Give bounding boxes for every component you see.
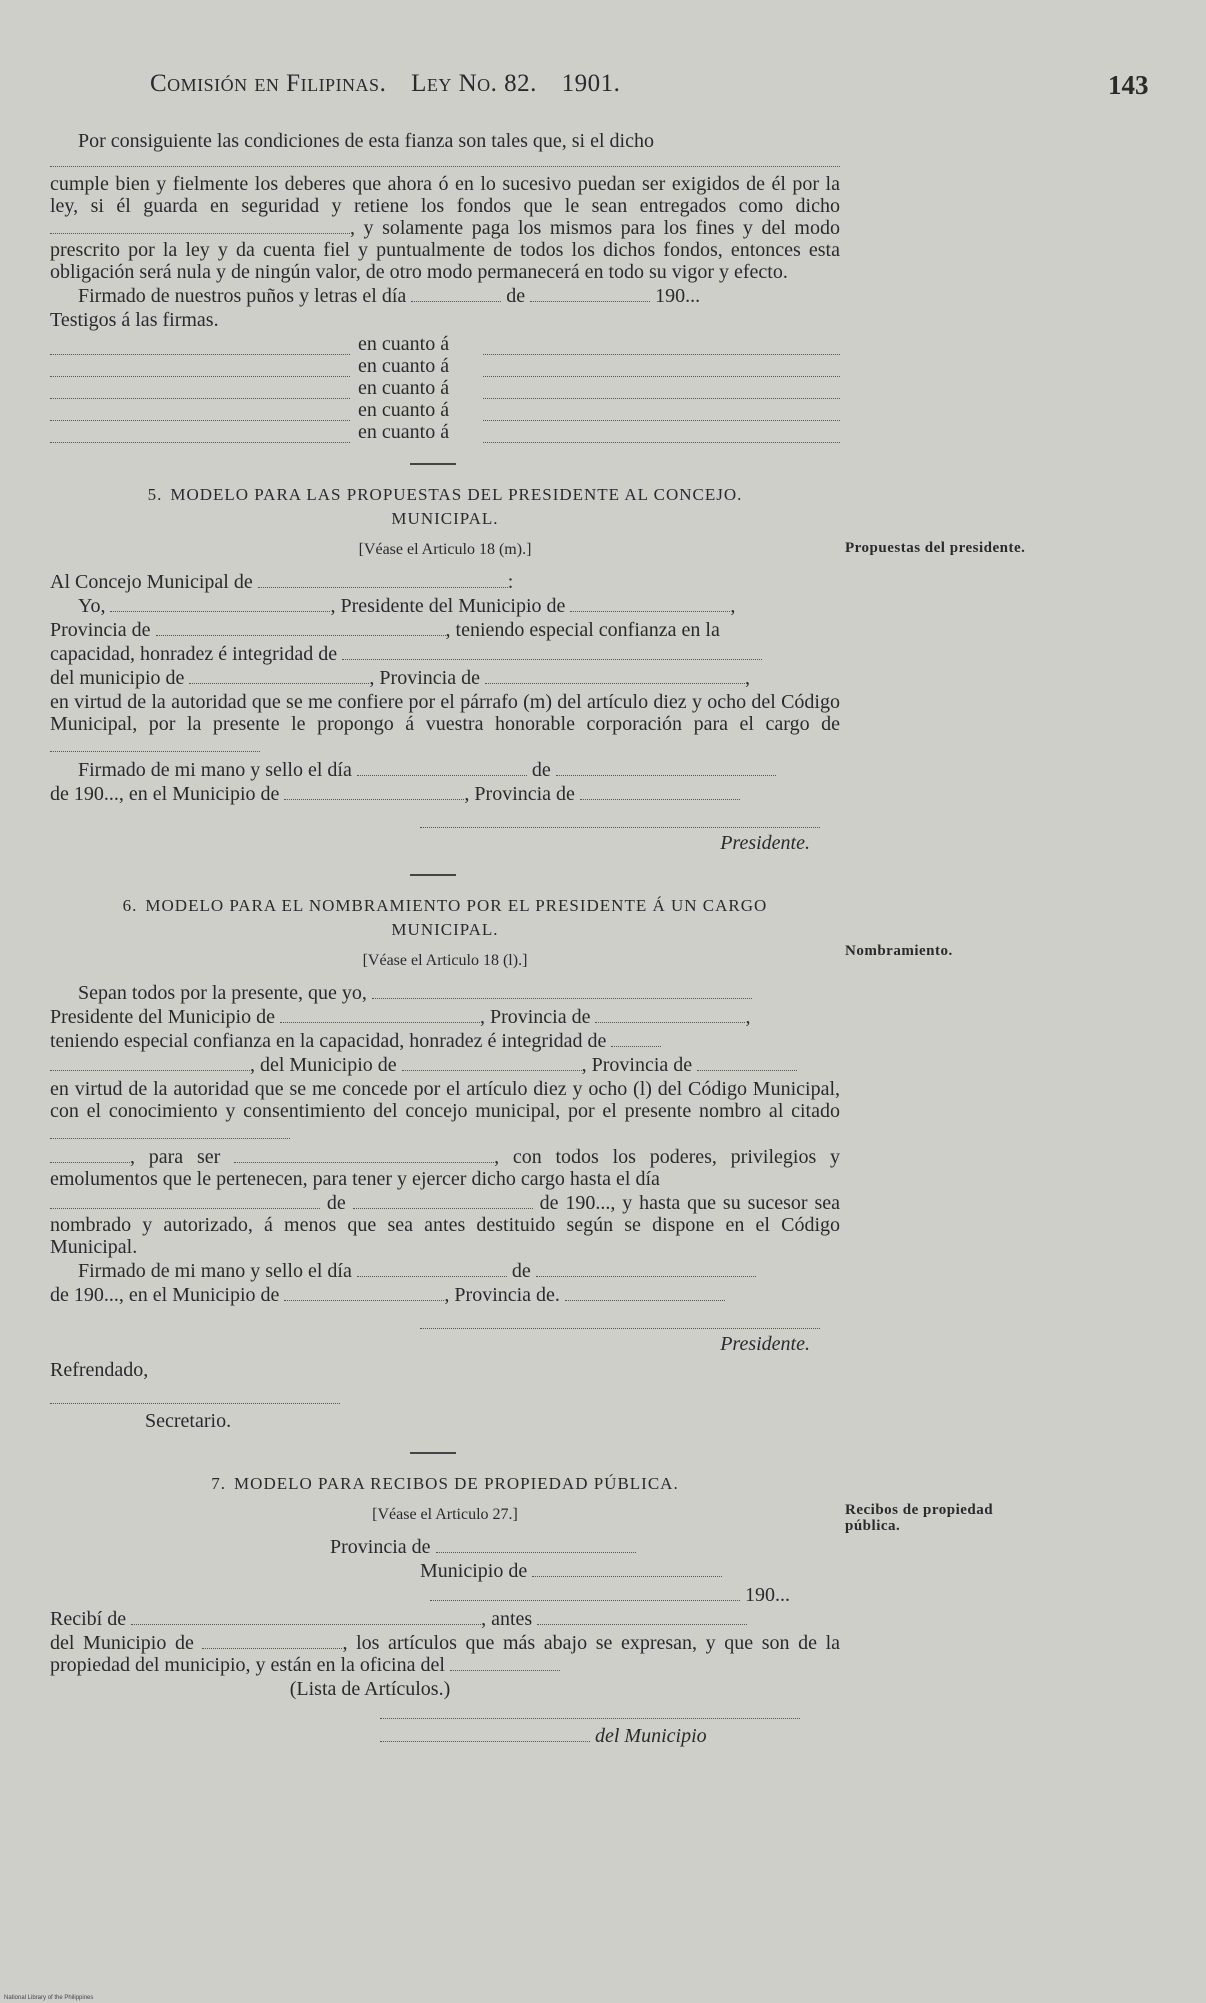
signature-line [420,1314,820,1329]
blank-line [50,737,260,752]
blank-line [131,1610,481,1625]
blank-line [402,1056,582,1071]
margin-note-nombramiento: Nombramiento. [845,943,953,959]
footer-credit: National Library of the Philippines [4,1995,94,2001]
section-6-signature: Presidente. [720,1333,810,1355]
blank-line [156,621,446,636]
witness-row: en cuanto á [50,333,840,355]
blank-line [202,1634,342,1649]
blank-line [697,1056,797,1071]
blank-line [537,1610,747,1625]
section-6: 6. MODELO PARA EL NOMBRAMIENTO POR EL PRESIDENTE Á UN CARGO MUNICIPAL. [Véase el Articulo 18 (l).] Sepan todos por la presente, que yo, Presidente del Municipio de , Provincia de , teniendo especial confianza en la capacidad, honradez é integridad de , del Municipio de , Provincia de en virtud de la autoridad que se me concede por el artículo diez y ocho (l) del Código Municipal, con el conocimiento y consentimiento del concejo municipal, por el presente nombro al citado , para ser , con todos los poderes, privilegios y emolumentos que le pertenecen, para tener y ejercer dicho cargo hasta el día de de 190..., y hasta que su sucesor sea nombrado y autorizado, á menos que sea antes destituido según se dispone en el Código Municipal. Firmado de mi mano y sello el día de de 190..., en el Municipio de , Provincia de. Presidente. Refrendado, Secretario. [50,896,841,1432]
bond-line: Por consiguiente las condiciones de esta fianza son tales que, si el dicho [78,130,654,152]
blank-line [485,669,745,684]
section-divider [410,463,456,465]
blank-line [50,1056,250,1071]
running-head-title: Comisión en Filipinas. [150,70,387,97]
blank-line [357,761,527,776]
blank-line [284,785,464,800]
blank-line [611,1032,661,1047]
section-6-title: 6. MODELO PARA EL NOMBRAMIENTO POR EL PRESIDENTE Á UN CARGO MUNICIPAL. [122,896,768,939]
blank-line [280,1008,480,1023]
refrendado-label: Refrendado, [50,1359,149,1381]
blank-line [430,1586,740,1601]
section-divider [410,1452,456,1454]
witnesses-label: Testigos á las firmas. [50,309,219,331]
blank-line [580,785,740,800]
blank-line [411,287,501,302]
signed-text: Firmado de nuestros puños y letras el día [78,285,407,307]
blank-line [530,287,650,302]
signature-line [380,1706,800,1719]
blank-line [450,1656,560,1671]
section-5-ref: [Véase el Articulo 18 (m).] [358,541,532,558]
blank-line [50,1148,130,1163]
witness-row: en cuanto á [50,355,840,377]
section-5-title: 5. MODELO PARA LAS PROPUESTAS DEL PRESIDENTE AL CONCEJO. MUNICIPAL. [147,485,743,528]
running-head-law: Ley No. 82. [411,70,537,97]
blank-line [50,1194,320,1209]
blank-line [380,1727,590,1742]
section-5-signature: Presidente. [720,832,810,854]
blank-line [372,984,752,999]
blank-line [50,1124,290,1139]
blank-line [284,1286,444,1301]
blank-line [556,761,776,776]
blank-line [258,573,508,588]
blank-line [595,1008,745,1023]
blank-line [189,669,369,684]
document-body [50,130,840,1749]
blank-line [50,219,350,234]
blank-line [357,1262,507,1277]
bond-clause [50,130,840,443]
secretario-label: Secretario. [145,1410,232,1432]
margin-note-propuestas: Propuestas del presidente. [845,540,1026,556]
blank-line [532,1562,722,1577]
section-5: 5. MODELO PARA LAS PROPUESTAS DEL PRESIDENTE AL CONCEJO. MUNICIPAL. [Véase el Articulo 18 (m).] Al Concejo Municipal de : Yo, , Presidente del Municipio de , Provincia de , teniendo especial confianza en la capacidad, honradez é integridad de del municipio de , Provincia de , en virtud de la autoridad que se me confiere por el párrafo (m) del artículo diez y ocho del Código Municipal, por la presente le propongo á vuestra honorable corporación para el cargo de Firmado de mi mano y sello el día de de 190..., en el Municipio de , Provincia de Presidente. [50,485,840,854]
section-7: 7. MODELO PARA RECIBOS DE PROPIEDAD PÚBLICA. [Véase el Articulo 27.] Provincia de Municipio de 190... Recibí de , antes del Municipio de , los artículos que más abajo se expresan, y que son de la propiedad del municipio, y están en la oficina del (Lista de Artículos.) del Municipio [50,1474,841,1747]
margin-note-recibos: Recibos de propiedad pública. [845,1502,994,1534]
witness-row: en cuanto á [50,377,840,399]
blank-line [536,1262,756,1277]
signature-line [420,813,820,828]
blank-line [353,1194,533,1209]
section-7-title: 7. MODELO PARA RECIBOS DE PROPIEDAD PÚBLICA. [211,1474,679,1493]
blank-line [234,1148,494,1163]
blank-line [436,1538,636,1553]
section-6-ref: [Véase el Articulo 18 (l).] [362,952,528,969]
witness-row: en cuanto á [50,421,840,443]
witness-row: en cuanto á [50,399,840,421]
blank-line [110,597,330,612]
blank-line [570,597,730,612]
blank-line [342,645,762,660]
signed-text: 190... [655,285,701,307]
running-head-year: 1901. [561,70,621,97]
bond-line: , y solamente paga los mismos para los fines y del modo prescrito por la ley y da cuenta fiel y puntualmente de todos los dichos fondos, entonces esta obligación será nula y de ningún valor, de otro modo permanecerá en todo su vigor y efecto. [50,217,840,283]
page-number: 143 [1108,70,1149,100]
signature-line [50,1389,340,1404]
del-municipio-label: del Municipio [595,1725,707,1747]
section-divider [410,874,456,876]
bond-line: cumple bien y fielmente los deberes que ahora ó en lo sucesivo puedan ser exigidos de él por la ley, si él guarda en seguridad y retiene los fondos que le sean entregados como dicho [50,173,840,217]
signed-text: de [506,285,526,307]
section-7-ref: [Véase el Articulo 27.] [372,1506,518,1523]
blank-line [50,154,840,167]
running-head [150,70,710,98]
blank-line [565,1286,725,1301]
lista-label: (Lista de Artículos.) [289,1678,451,1700]
